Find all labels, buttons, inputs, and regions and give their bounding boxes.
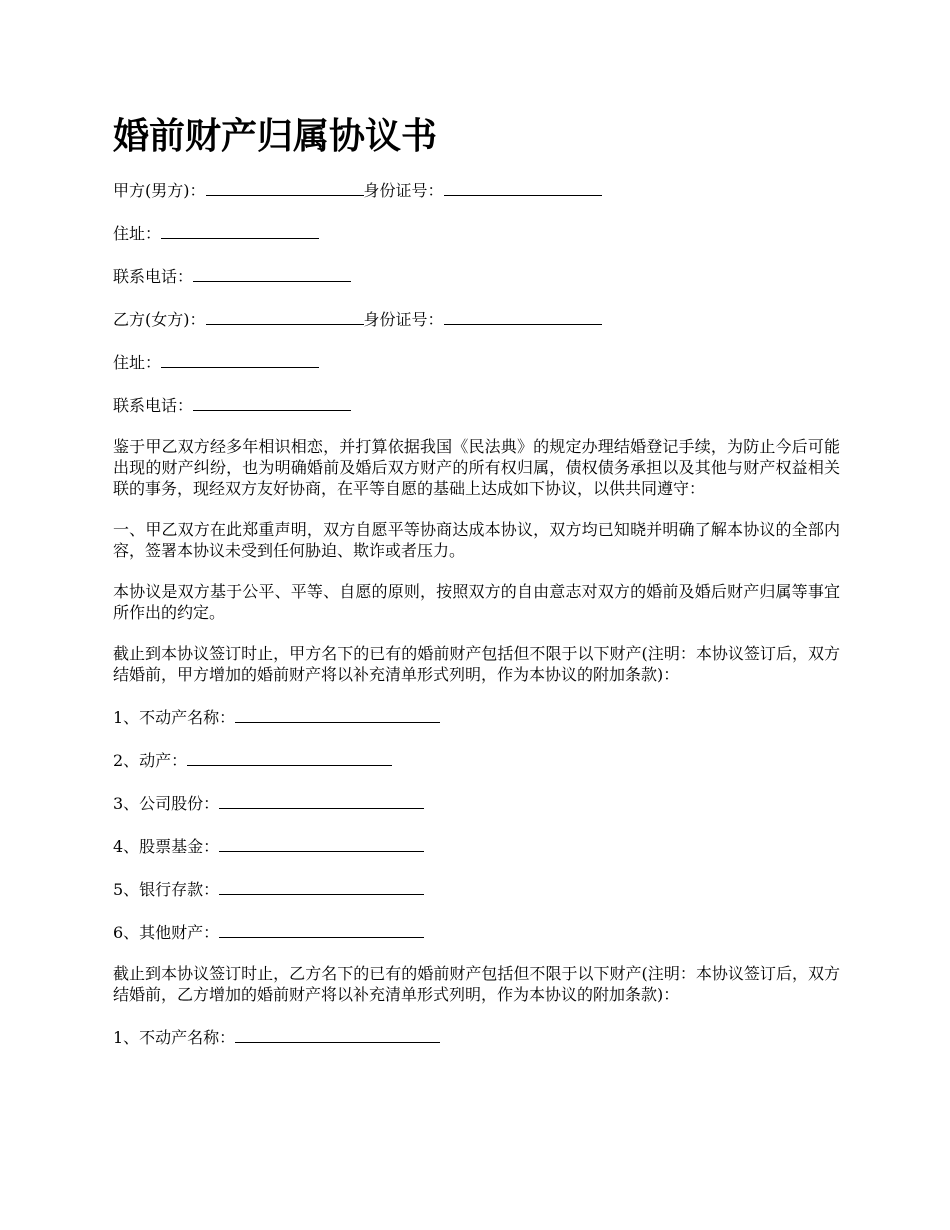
asset-blank [219, 791, 424, 809]
party-b-asset-item [113, 1025, 840, 1048]
party-b-address-line [113, 350, 840, 373]
asset-label: 1、不动产名称： [113, 708, 236, 727]
clause-1-paragraph: 一、甲乙双方在此郑重声明，双方自愿平等协商达成本协议，双方均已知晓并明确了解本协议的全部内容，签署本协议未受到任何胁迫、欺诈或者压力。 [113, 520, 840, 560]
party-b-phone-blank [193, 393, 351, 411]
asset-label: 3、公司股份： [113, 794, 220, 813]
party-b-id-blank [444, 307, 602, 325]
asset-blank [235, 1025, 440, 1043]
party-b-line [113, 307, 840, 330]
party-b-label: 乙方(女方)： [113, 310, 206, 329]
preamble-paragraph: 鉴于甲乙双方经多年相识相恋，并打算依据我国《民法典》的规定办理结婚登记手续，为防止今后可能出现的财产纠纷，也为明确婚前及婚后双方财产的所有权归属，债权债务承担以及其他与财产权益相关联的事务，现经双方友好协商，在平等自愿的基础上达成如下协议，以供共同遵守： [113, 437, 840, 498]
party-a-label: 甲方(男方)： [113, 181, 206, 200]
party-a-id-label: 身份证号： [363, 181, 444, 200]
party-b-phone-label: 联系电话： [113, 396, 194, 415]
party-b-id-label: 身份证号： [363, 310, 444, 329]
party-a-asset-item [113, 748, 840, 771]
asset-label: 1、不动产名称： [113, 1028, 236, 1047]
party-b-assets-intro: 截止到本协议签订时止，乙方名下的已有的婚前财产包括但不限于以下财产(注明：本协议签订后，双方结婚前，乙方增加的婚前财产将以补充清单形式列明，作为本协议的附加条款)： [113, 964, 840, 1004]
asset-label: 2、动产： [113, 751, 188, 770]
party-a-phone-blank [193, 264, 351, 282]
document-title: 婚前财产归属协议书 [113, 115, 438, 157]
party-b-address-blank [161, 350, 319, 368]
party-a-asset-item [113, 791, 840, 814]
asset-label: 4、股票基金： [113, 837, 220, 856]
party-a-address-line [113, 221, 840, 244]
party-a-address-blank [161, 221, 319, 239]
principle-paragraph: 本协议是双方基于公平、平等、自愿的原则，按照双方的自由意志对双方的婚前及婚后财产归属等事宜所作出的约定。 [113, 582, 840, 622]
document-page [113, 112, 840, 1068]
party-a-address-label: 住址： [113, 224, 162, 243]
party-a-asset-item [113, 834, 840, 857]
party-a-phone-line [113, 264, 840, 287]
asset-label: 5、银行存款： [113, 880, 220, 899]
asset-blank [219, 834, 424, 852]
party-b-phone-line [113, 393, 840, 416]
asset-blank [219, 877, 424, 895]
party-a-asset-item [113, 877, 840, 900]
party-b-name-blank [206, 307, 364, 325]
asset-label: 6、其他财产： [113, 923, 220, 942]
party-a-name-blank [206, 178, 364, 196]
asset-blank [219, 920, 424, 938]
party-a-phone-label: 联系电话： [113, 267, 194, 286]
party-a-id-blank [444, 178, 602, 196]
party-a-line [113, 178, 840, 201]
party-a-asset-item [113, 705, 840, 728]
asset-blank [235, 705, 440, 723]
party-a-asset-item [113, 920, 840, 943]
party-b-address-label: 住址： [113, 353, 162, 372]
party-a-assets-intro: 截止到本协议签订时止，甲方名下的已有的婚前财产包括但不限于以下财产(注明：本协议签订后，双方结婚前，甲方增加的婚前财产将以补充清单形式列明，作为本协议的附加条款)： [113, 644, 840, 684]
asset-blank [187, 748, 392, 766]
